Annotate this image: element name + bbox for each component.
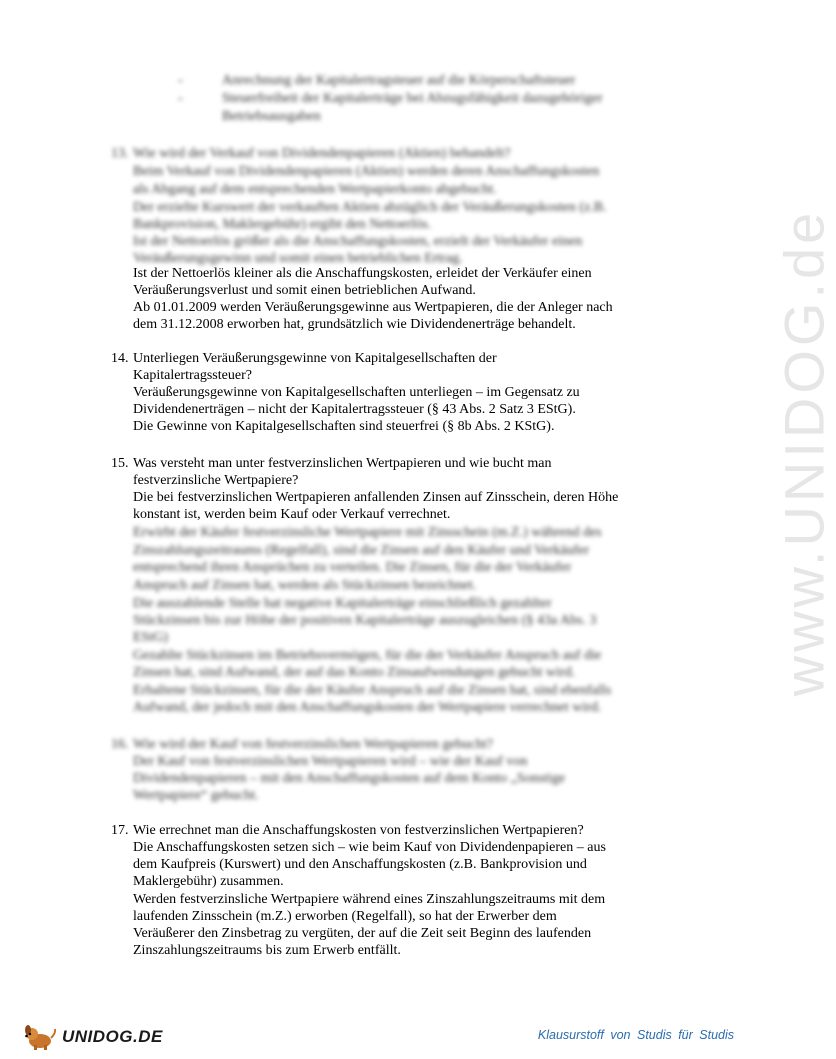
answer-line: Bankprovision, Maklergebühr) ergibt den Nettoerlös. — [133, 217, 432, 232]
answer-line: Zinsen hat, sind Aufwand, der auf das Konto Zinsaufwendungen gebucht wird. — [133, 665, 576, 680]
answer-line: Veräußerungsverlust und somit einen betrieblichen Aufwand. — [133, 283, 476, 298]
answer-line: Der erzielte Kurswert der verkauften Aktien abzüglich der Veräußerungskosten (z.B. — [133, 200, 607, 215]
answer-line: Zinszahlungszeitraums (Regelfall), sind die Zinsen auf den Käufer und Verkäufer — [133, 543, 590, 558]
answer-line: Die Anschaffungskosten setzen sich – wie beim Kauf von Dividendenpapieren – aus — [133, 840, 606, 855]
answer-line: Veräußerungsgewinn und somit einen betrieblichen Ertrag. — [133, 251, 463, 266]
bullet-item: Steuerfreiheit der Kapitalerträge bei Abzugsfähigkeit dazugehöriger — [222, 91, 603, 106]
question-line: Unterliegen Veräußerungsgewinne von Kapitalgesellschaften der — [133, 351, 497, 366]
answer-line: Maklergebühr) zusammen. — [133, 874, 284, 889]
question-number: 17. — [111, 823, 129, 838]
answer-line: Veräußerer den Zinsbetrag zu vergüten, der auf die Zeit seit Beginn des laufenden — [133, 926, 592, 941]
watermark: www.UNIDOG.de — [772, 208, 836, 697]
answer-line: Wertpapiere“ gebucht. — [133, 788, 259, 803]
answer-line: Beim Verkauf von Dividendenpapieren (Aktien) werden deren Anschaffungskosten — [133, 164, 600, 179]
question-line: festverzinsliche Wertpapiere? — [133, 473, 299, 488]
unidog-logo[interactable] — [22, 1024, 163, 1050]
question-number: 16. — [111, 737, 129, 752]
answer-line: Erhaltene Stückzinsen, für die der Käufer Anspruch auf die Zinsen hat, sind ebenfalls — [133, 683, 612, 698]
answer-line: Erwirbt der Käufer festverzinsliche Wertpapiere mit Zinsschein (m.Z.) während des — [133, 525, 602, 540]
question-line: Wie errechnet man die Anschaffungskosten von festverzinslichen Wertpapieren? — [133, 823, 584, 838]
answer-line: EStG) — [133, 630, 168, 645]
question-line: Was versteht man unter festverzinslichen Wertpapieren und wie bucht man — [133, 456, 552, 471]
bullet-dash: - — [178, 91, 183, 106]
bullet-dash: - — [178, 73, 183, 88]
answer-line: Die auszahlende Stelle hat negative Kapitalerträge einschließlich gezahlter — [133, 596, 552, 611]
dog-icon — [22, 1024, 58, 1050]
question-line: Wie wird der Kauf von festverzinslichen Wertpapieren gebucht? — [133, 737, 493, 752]
answer-line: Die bei festverzinslichen Wertpapieren anfallenden Zinsen auf Zinsschein, deren Höhe — [133, 490, 619, 505]
footer-slogan: Klausurstoff von Studis für Studis — [537, 1028, 734, 1042]
bullet-item: Betriebsausgaben — [222, 109, 321, 124]
answer-line: Der Kauf von festverzinslichen Wertpapieren wird – wie der Kauf von — [133, 754, 528, 769]
answer-line: Ab 01.01.2009 werden Veräußerungsgewinne aus Wertpapieren, die der Anleger nach — [133, 300, 613, 315]
answer-line: laufenden Zinsschein (m.Z.) erworben (Regelfall), so hat der Erwerber dem — [133, 909, 557, 924]
answer-line: dem Kaufpreis (Kurswert) und den Anschaffungskosten (z.B. Bankprovision und — [133, 857, 587, 872]
answer-line: Die Gewinne von Kapitalgesellschaften sind steuerfrei (§ 8b Abs. 2 KStG). — [133, 419, 555, 434]
answer-line: konstant ist, werden beim Kauf oder Verkauf verrechnet. — [133, 507, 451, 522]
answer-line: Anspruch auf Zinsen hat, werden als Stückzinsen bezeichnet. — [133, 578, 477, 593]
question-number: 13. — [111, 146, 129, 161]
question-line: Wie wird der Verkauf von Dividendenpapieren (Aktien) behandelt? — [133, 146, 511, 161]
question-number: 14. — [111, 351, 129, 366]
answer-line: Ist der Nettoerlös kleiner als die Anschaffungskosten, erleidet der Verkäufer einen — [133, 266, 592, 281]
answer-line: Dividendenerträgen – nicht der Kapitalertragssteuer (§ 43 Abs. 2 Satz 3 EStG). — [133, 402, 576, 417]
answer-line: Dividendenpapieren – mit den Anschaffungskosten auf dem Konto „Sonstige — [133, 771, 566, 786]
answer-line: Ist der Nettoerlös größer als die Anschaffungskosten, erzielt der Verkäufer einen — [133, 234, 583, 249]
answer-line: als Abgang auf dem entsprechenden Wertpapierkonto abgebucht. — [133, 182, 497, 197]
answer-line: Gezahlte Stückzinsen im Betriebsvermögen, für die der Verkäufer Anspruch auf die — [133, 648, 602, 663]
answer-line: Werden festverzinsliche Wertpapiere während eines Zinszahlungszeitraums mit dem — [133, 892, 606, 907]
answer-line: entsprechend ihren Ansprüchen zu verteilen. Die Zinsen, für die der Verkäufer — [133, 560, 572, 575]
answer-line: Zinszahlungszeitraums bis zum Erwerb entfällt. — [133, 943, 401, 958]
answer-line: Aufwand, der jedoch mit den Anschaffungskosten der Wertpapiere verrechnet wird. — [133, 700, 602, 715]
logo-text: UNIDOG.DE — [62, 1027, 163, 1046]
bullet-item: Anrechnung der Kapitalertragsteuer auf die Körperschaftsteuer — [222, 73, 576, 88]
question-line: Kapitalertragssteuer? — [133, 368, 252, 383]
answer-line: dem 31.12.2008 erworben hat, grundsätzlich wie Dividendenerträge behandelt. — [133, 317, 576, 332]
question-number: 15. — [111, 456, 129, 471]
answer-line: Stückzinsen bis zur Höhe der positiven Kapitalerträge auszugleichen (§ 43a Abs. 3 — [133, 613, 597, 628]
answer-line: Veräußerungsgewinne von Kapitalgesellschaften unterliegen – im Gegensatz zu — [133, 385, 580, 400]
